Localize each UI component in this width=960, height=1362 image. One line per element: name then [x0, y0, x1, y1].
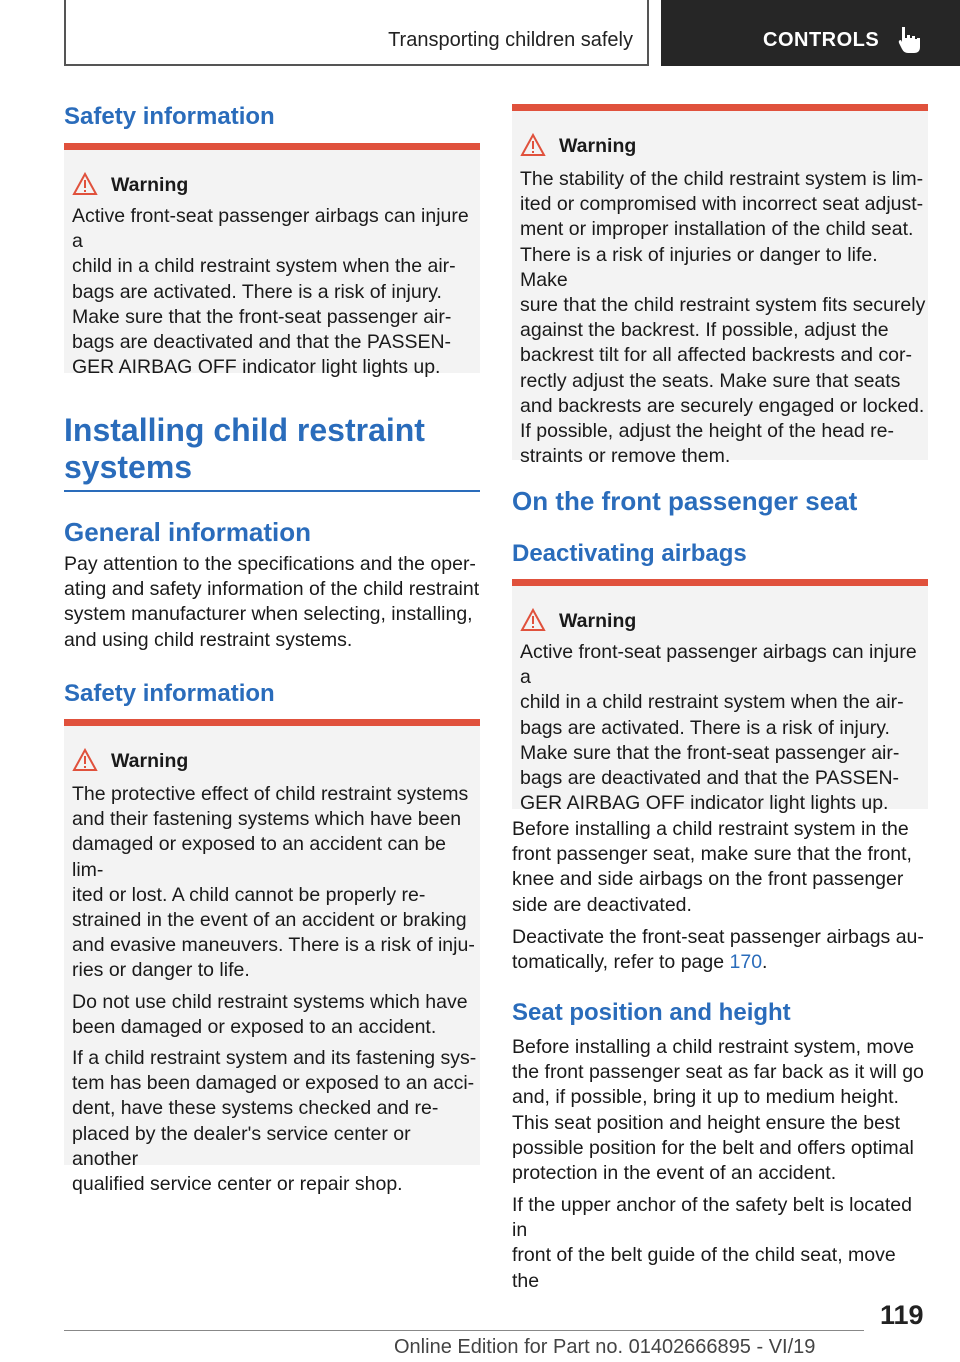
warning-text: Active front-seat passenger airbags can injure a child in a child restraint system when the air- bags are activated. There is a risk of injury. Make sure that the front-seat passenger air- bags are deactivated and that the PASSEN- GER AIRBAG OFF indicator light lights up.	[72, 205, 469, 379]
warning-text: The protective effect of child restraint systems and their fastening systems which have been damaged or exposed to an accident can be lim- ited or lost. A child cannot be properly re- strained in the event of an accident or braking and evasive maneuvers. There is a risk of inju- ries or danger to life. Do not use child restraint systems which have been damaged or exposed to an accident. If a child restraint system and its fastening sys- tem has been damaged or exposed to an acci- dent, have these systems checked and re- placed by the dealer's service center or another qualified service center or repair shop.	[72, 783, 477, 1196]
header-chapter-box[interactable]	[661, 0, 960, 66]
upper-anchor-text: If the upper anchor of the safety belt is located in front of the belt guide of the child seat, move the	[512, 1194, 912, 1292]
warning-box-damaged	[64, 719, 480, 1196]
warning-text: Active front-seat passenger airbags can injure a child in a child restraint system when the air- bags are activated. There is a risk of injury. Make sure that the front-seat passenger air- bags are deactivated and that the PASSEN- GER AIRBAG OFF indicator light lights up.	[520, 641, 917, 815]
pointing-hand-icon	[897, 25, 923, 55]
footer-rule	[64, 1330, 864, 1331]
safety-info-heading-1: Safety information	[64, 103, 275, 130]
seat-position-text: Before installing a child restraint system, move the front passenger seat as far back as it will go and, if possible, bring it up to medium height. This seat position and height ensure the best possible position for the belt and offers optimal protection in the event of an accident.	[512, 1036, 924, 1185]
warning-box-airbags	[64, 143, 480, 379]
general-info-text: Pay attention to the specifications and the oper- ating and safety information of the child restraint system manufacturer when selecting, installing, and using child restraint systems.	[64, 553, 480, 651]
warning-label: Warning	[559, 135, 637, 157]
page-170-link[interactable]: 170	[729, 951, 763, 974]
header-section-box	[64, 0, 649, 66]
warning-triangle-icon	[520, 133, 546, 157]
warning-label: Warning	[111, 174, 189, 196]
safety-info-heading-2: Safety information	[64, 680, 275, 707]
warning-box-stability	[512, 104, 928, 468]
section-title: Transporting children safely	[388, 29, 633, 51]
seat-position-heading: Seat position and height	[512, 999, 791, 1026]
warning-box-airbags-2	[512, 579, 928, 815]
heading-rule	[64, 490, 480, 492]
edition-text: Online Edition for Part no. 01402666895 - VI/19	[394, 1336, 816, 1358]
page-number: 119	[880, 1300, 924, 1330]
warning-text: The stability of the child restraint system is lim- ited or compromised with incorrect seat adjust- ment or improper installation of the child seat. There is a risk of injuries or danger to life. Make sure that the child restraint system fits securely against the backrest. If possible, adjust the backrest tilt for all affected backrests and cor- rectly adjust the seats. Make sure that seats and backrests are securely engaged or locked. If possible, adjust the height of the head re- straints or remove them.	[520, 168, 926, 468]
main-heading: Installing child restraint systems	[64, 412, 425, 485]
warning-triangle-icon	[520, 608, 546, 632]
before-installing-text: Before installing a child restraint system in the front passenger seat, make sure that the front, knee and side airbags on the front passenger side are deactivated.	[512, 818, 912, 916]
general-info-heading: General information	[64, 517, 312, 547]
warning-label: Warning	[111, 750, 189, 772]
front-seat-heading: On the front passenger seat	[512, 486, 858, 516]
warning-label: Warning	[559, 610, 637, 632]
deactivate-text: Deactivate the front-seat passenger airbags au- tomatically, refer to page 170.	[512, 926, 924, 974]
warning-triangle-icon	[72, 748, 98, 772]
chapter-title[interactable]: CONTROLS	[763, 29, 880, 51]
deactivating-airbags-heading: Deactivating airbags	[512, 540, 747, 567]
warning-triangle-icon	[72, 172, 98, 196]
